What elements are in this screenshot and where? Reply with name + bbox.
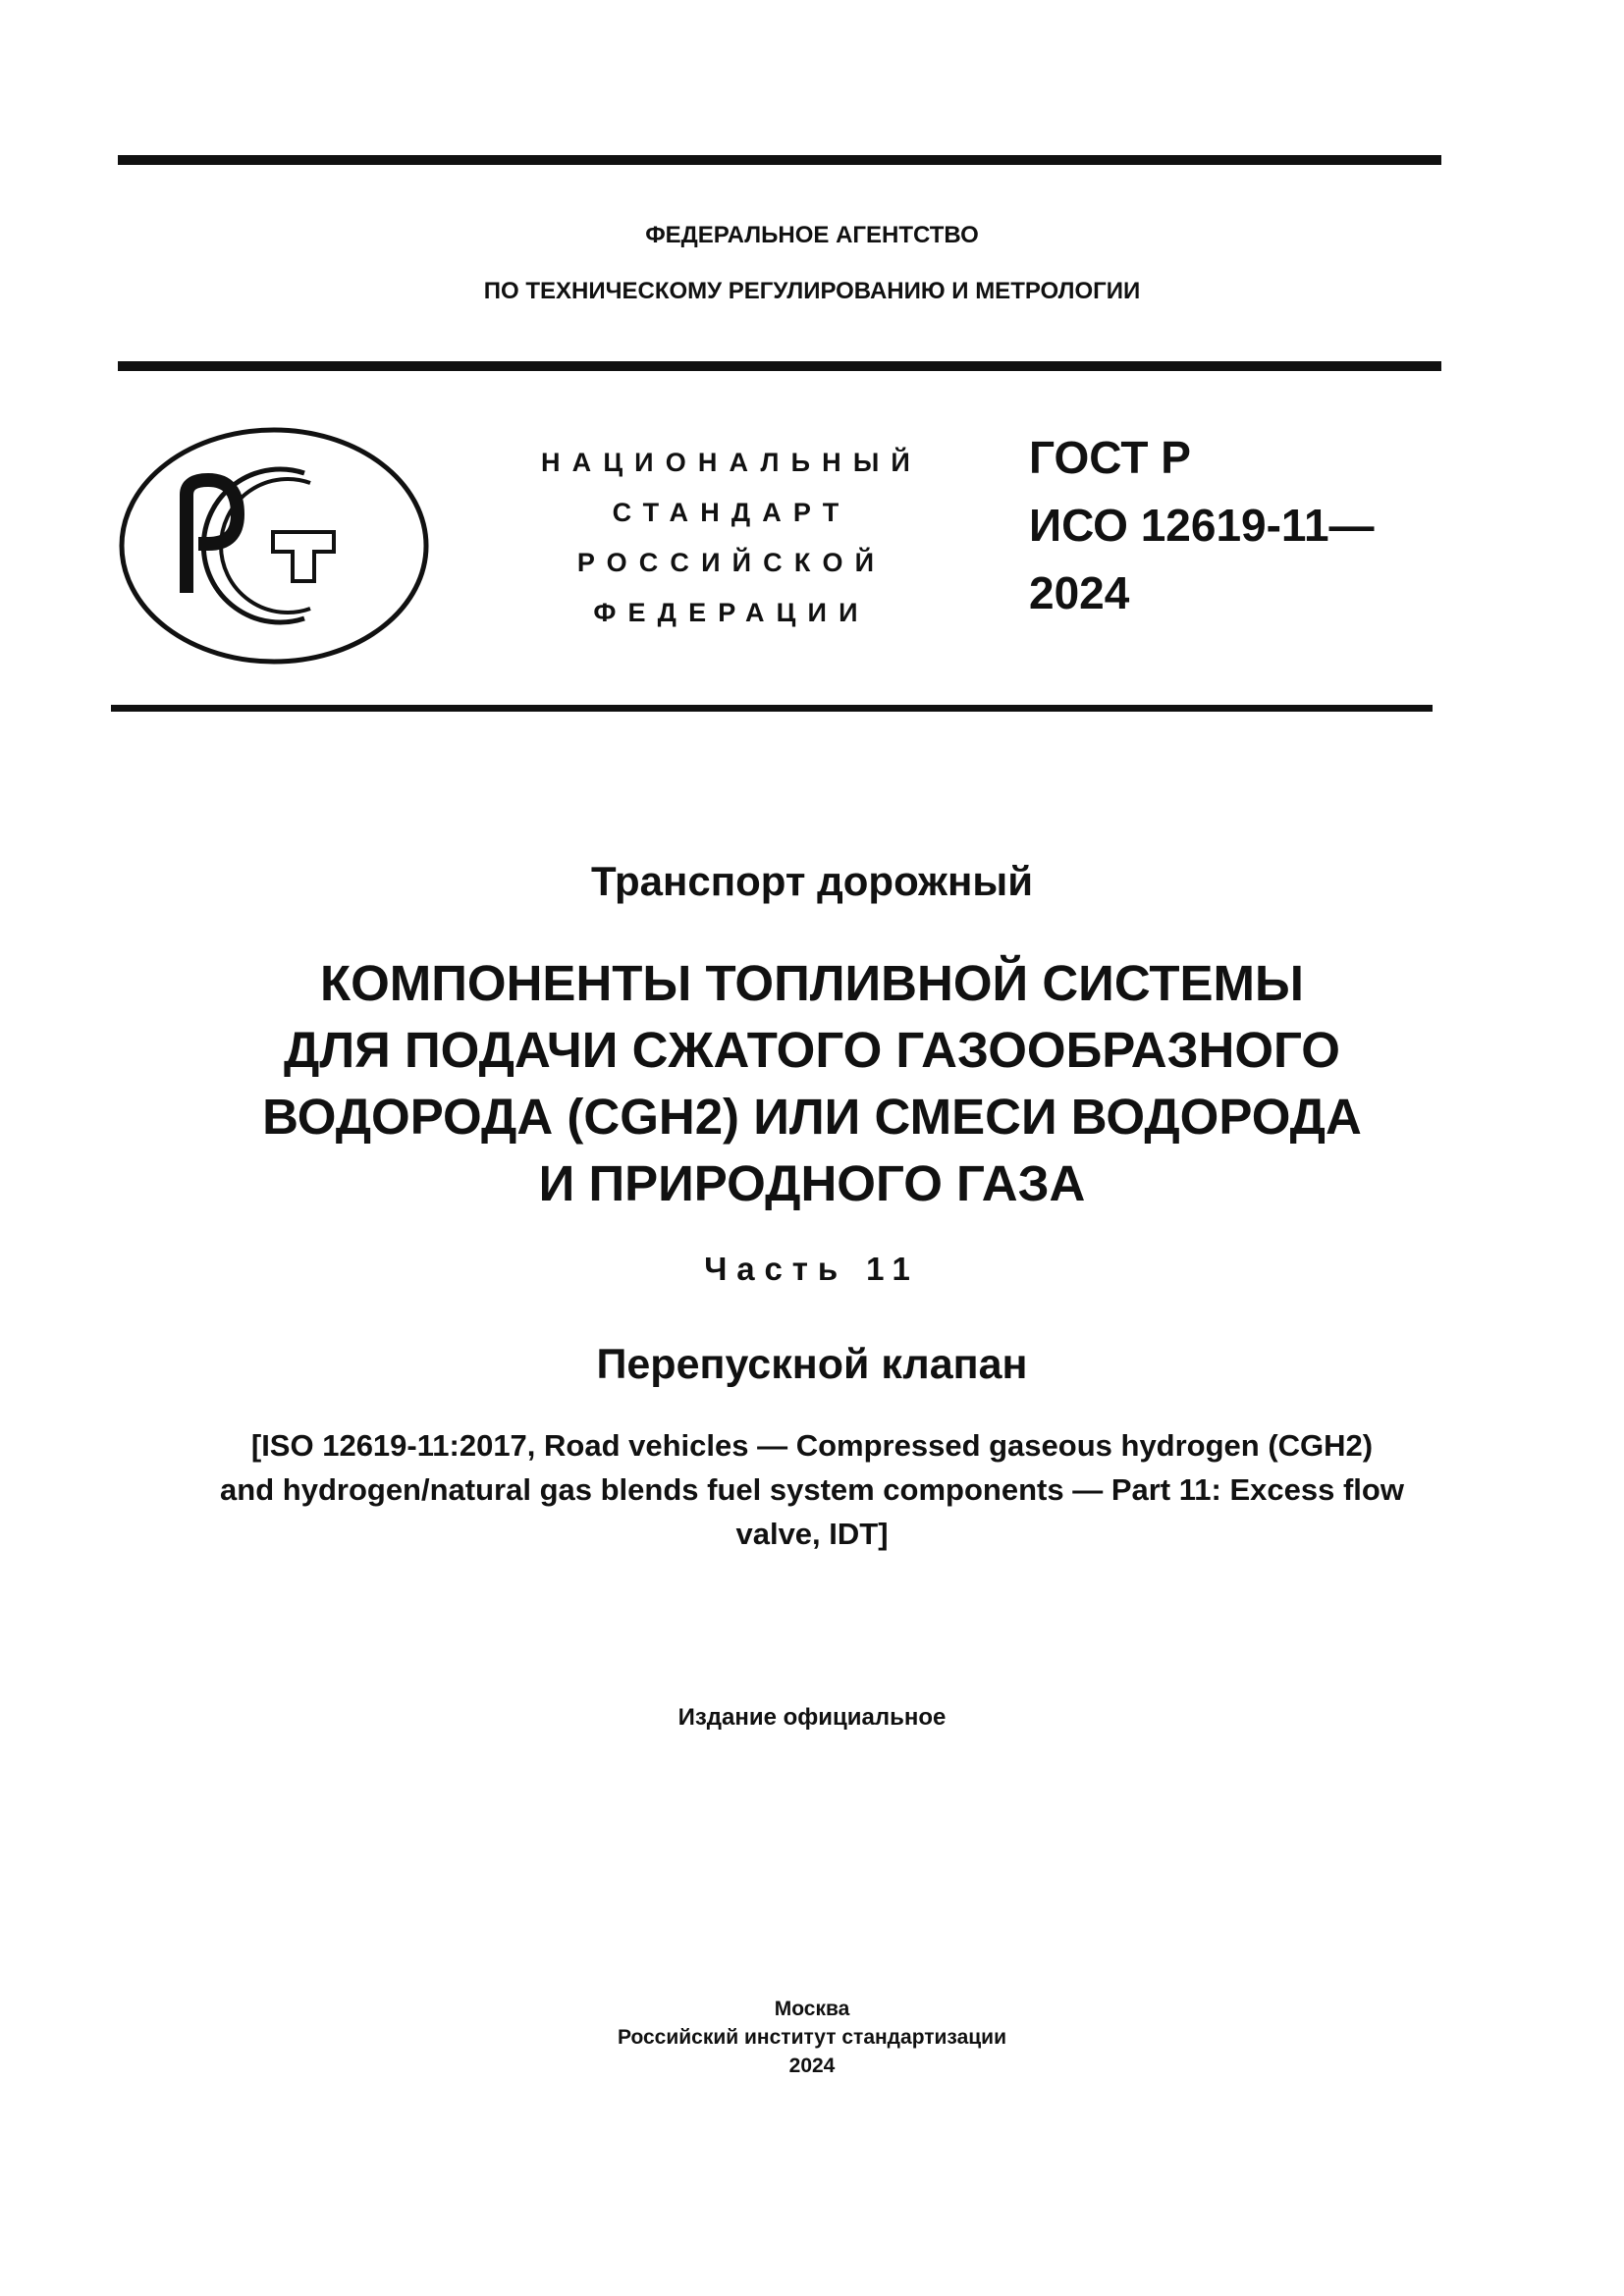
standard-type-line: СТАНДАРТ — [612, 498, 851, 527]
designation-line: 2024 — [1029, 567, 1130, 618]
agency-line-1: ФЕДЕРАЛЬНОЕ АГЕНТСТВО — [645, 222, 979, 248]
agency-line-2: ПО ТЕХНИЧЕСКОМУ РЕГУЛИРОВАНИЮ И МЕТРОЛОГИИ — [483, 278, 1141, 304]
rst-logo — [118, 426, 430, 667]
iso-reference-line: and hydrogen/natural gas blends fuel system components — Part 11: Excess flow — [220, 1472, 1404, 1507]
header-bottom-rule — [111, 705, 1433, 712]
title-line: КОМПОНЕНТЫ ТОПЛИВНОЙ СИСТЕМЫ — [320, 955, 1304, 1011]
agency-rule — [118, 361, 1441, 371]
designation-line: ИСО 12619-11— — [1029, 500, 1375, 551]
part-number: Часть 11 — [704, 1251, 920, 1287]
standard-type — [520, 438, 943, 638]
standard-type-line: РОССИЙСКОЙ — [576, 548, 887, 577]
publisher-city: Москва — [774, 1998, 850, 2020]
publisher-name: Российский институт стандартизации — [617, 2026, 1007, 2049]
iso-reference-line: valve, IDT] — [735, 1517, 889, 1551]
document-title — [0, 950, 1624, 1217]
title-line: ДЛЯ ПОДАЧИ СЖАТОГО ГАЗООБРАЗНОГО — [284, 1022, 1340, 1078]
title-line: ВОДОРОДА (CGH2) ИЛИ СМЕСИ ВОДОРОДА — [262, 1089, 1362, 1145]
title-line: И ПРИРОДНОГО ГАЗА — [538, 1155, 1086, 1211]
iso-reference — [0, 1423, 1624, 1556]
standard-type-line: ФЕДЕРАЦИИ — [593, 598, 870, 627]
iso-reference-line: [ISO 12619-11:2017, Road vehicles — Compressed gaseous hydrogen (CGH2) — [250, 1428, 1374, 1463]
publisher-year: 2024 — [788, 2055, 836, 2077]
standard-designation — [1029, 424, 1375, 627]
edition-note: Издание официальное — [677, 1704, 947, 1731]
publisher — [0, 1995, 1624, 2080]
part-title: Перепускной клапан — [596, 1341, 1028, 1388]
designation-line: ГОСТ Р — [1029, 432, 1191, 483]
subtitle: Транспорт дорожный — [590, 858, 1034, 904]
top-rule — [118, 155, 1441, 165]
standard-type-line: НАЦИОНАЛЬНЫЙ — [541, 448, 922, 477]
